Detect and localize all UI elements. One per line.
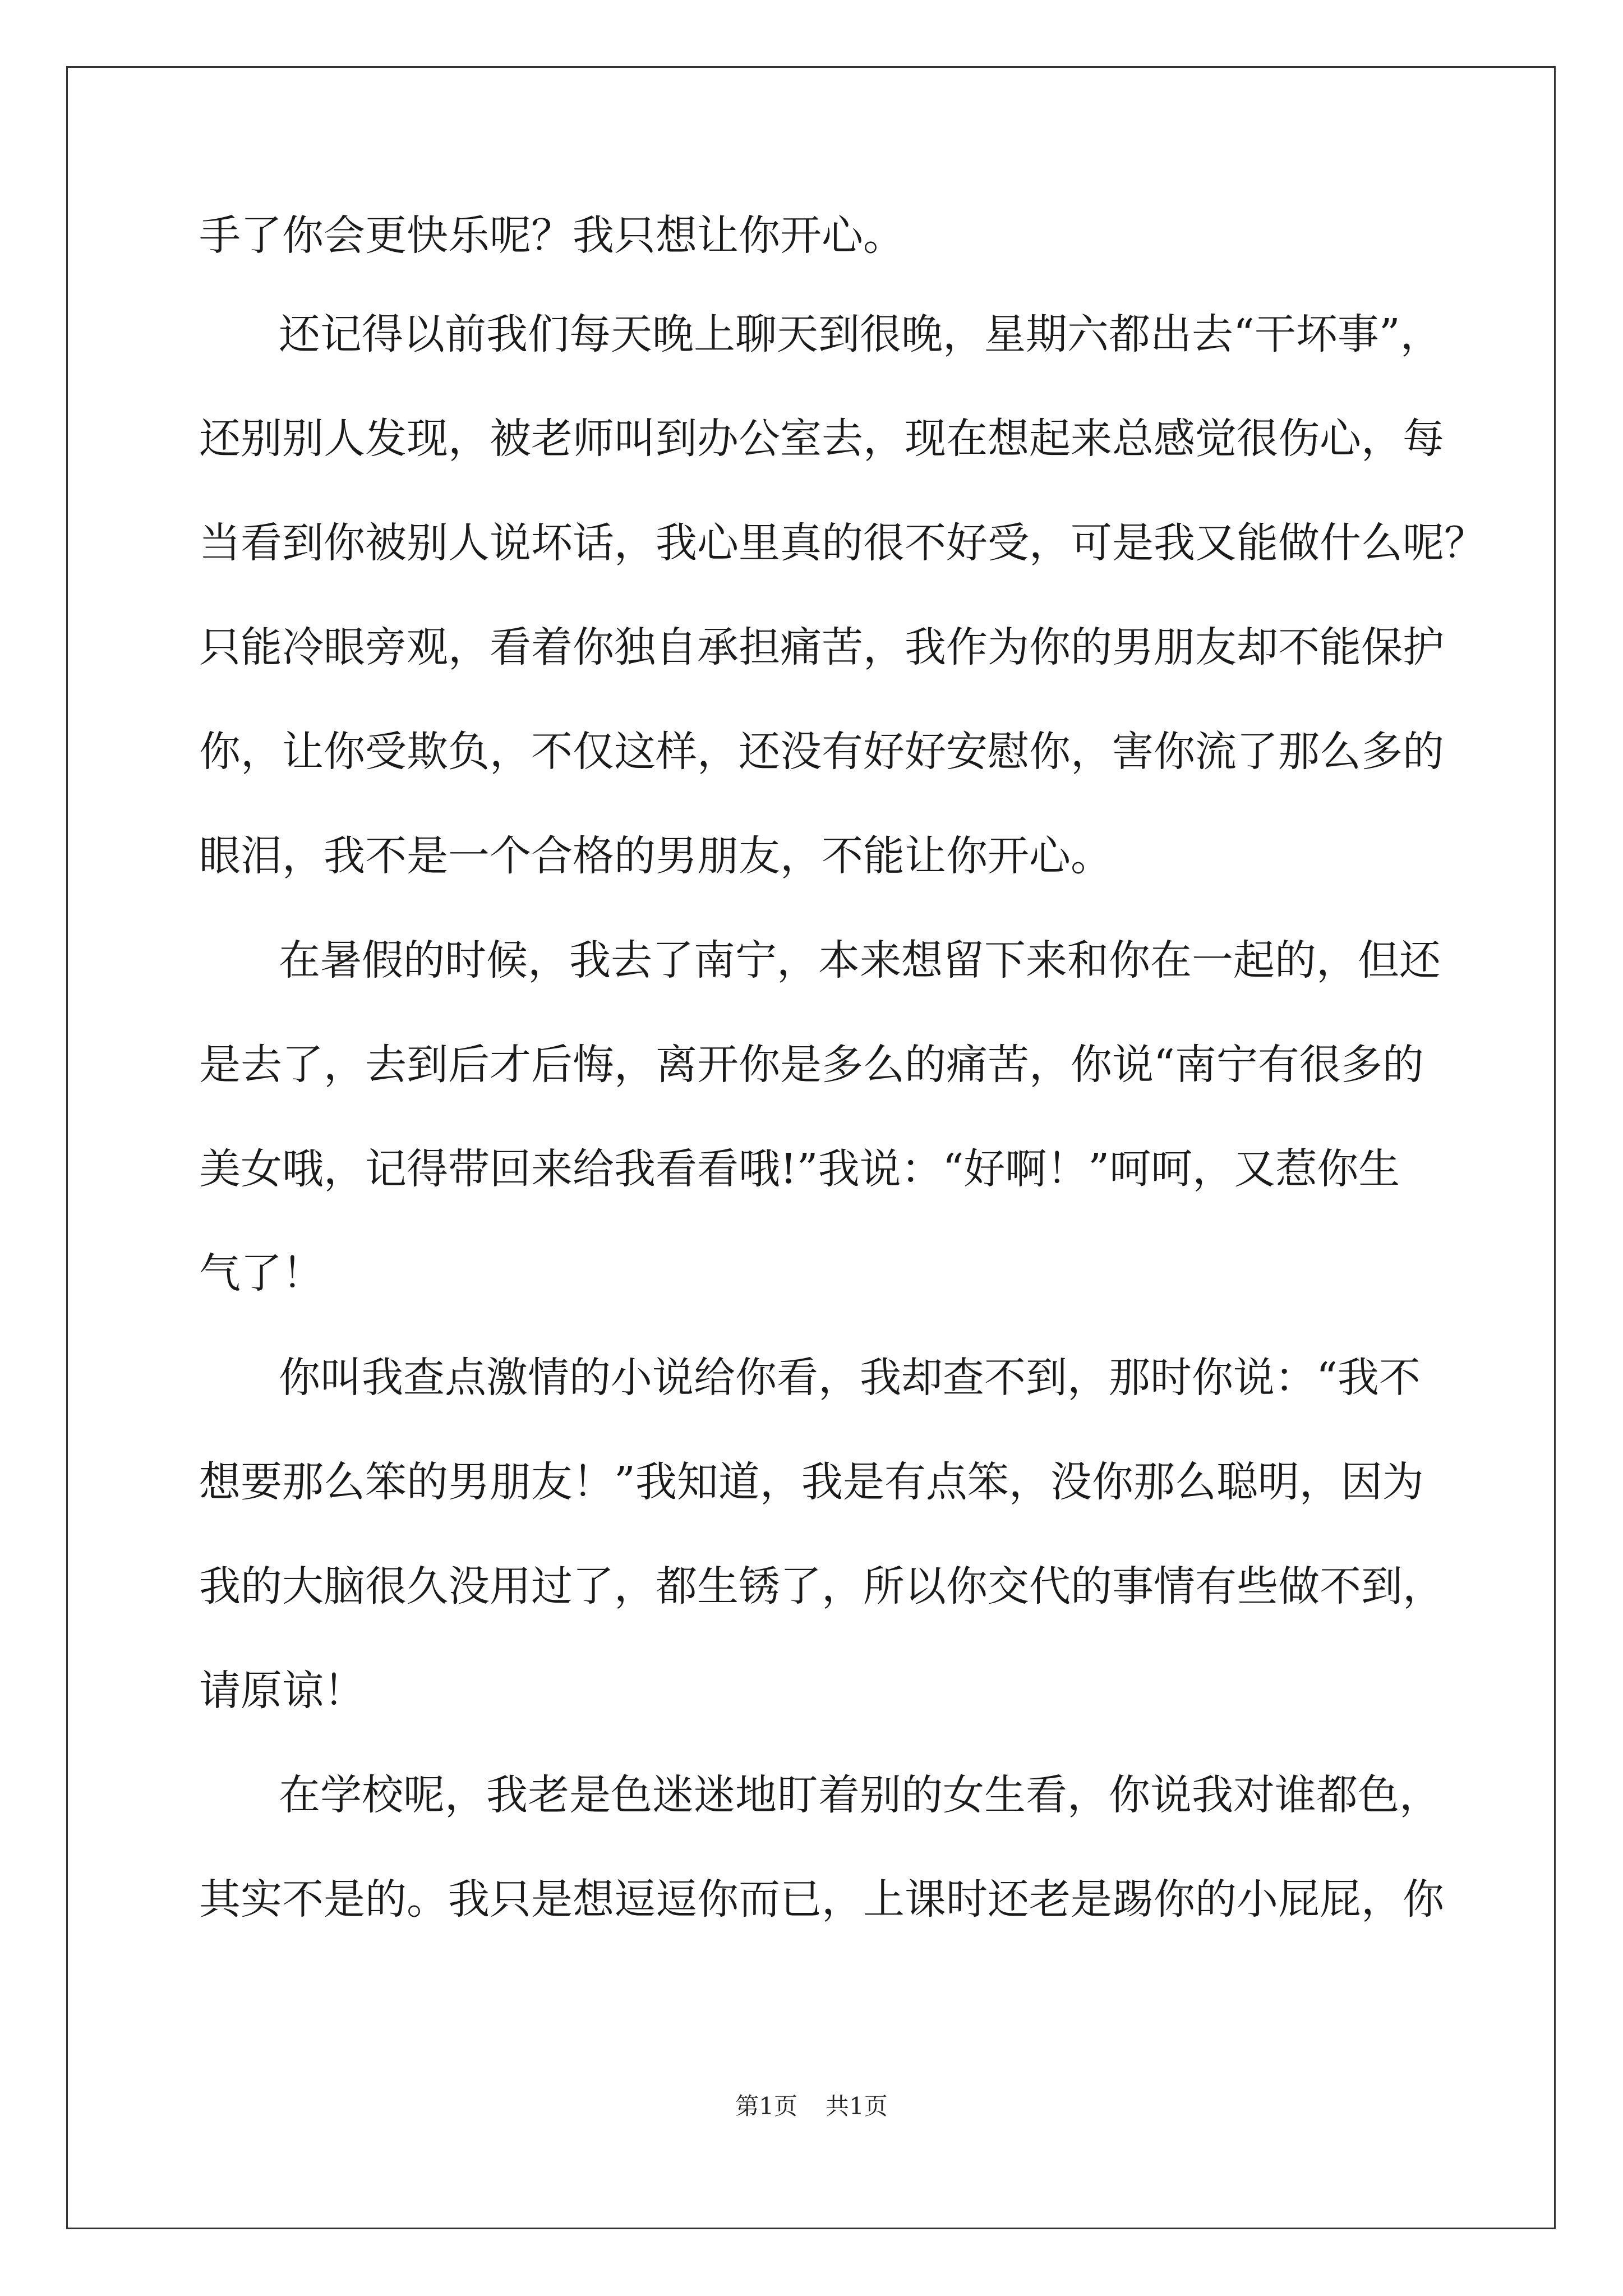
text-line: 美女哦，记得带回来给我看看哦!”我说：“好啊！”呵呵，又惹你生 (199, 1145, 1400, 1193)
text-line: 是去了，去到后才后悔，离开你是多么的痛苦，你说“南宁有很多的 (199, 1041, 1424, 1089)
text-line: 你，让你受欺负，不仅这样，还没有好好安慰你，害你流了那么多的 (199, 728, 1444, 776)
page-number: 第1页 (735, 2092, 797, 2120)
text-line: 你叫我查点激情的小说给你看，我却查不到，那时你说：“我不 (279, 1354, 1421, 1402)
text-line: 手了你会更快乐呢？我只想让你开心。 (199, 211, 905, 260)
text-line: 只能冷眼旁观，看着你独自承担痛苦，我作为你的男朋友却不能保护 (199, 623, 1444, 671)
text-line: 请原谅！ (199, 1667, 365, 1715)
text-line: 其实不是的。我只是想逗逗你而已，上课时还老是踢你的小屁屁，你 (199, 1875, 1444, 1924)
text-line: 气了！ (199, 1249, 324, 1297)
page-footer (0, 2087, 1623, 2126)
text-line: 我的大脑很久没用过了，都生锈了，所以你交代的事情有些做不到， (199, 1562, 1444, 1611)
text-line: 还别别人发现，被老师叫到办公室去，现在想起来总感觉很伤心，每 (199, 415, 1444, 463)
text-line: 眼泪，我不是一个合格的男朋友，不能让你开心。 (199, 832, 1112, 880)
text-line: 还记得以前我们每天晚上聊天到很晚，星期六都出去“干坏事”， (279, 310, 1442, 358)
page-total: 共1页 (826, 2092, 888, 2120)
text-line: 在学校呢，我老是色迷迷地盯着别的女生看，你说我对谁都色， (279, 1771, 1441, 1819)
text-line: 在暑假的时候，我去了南宁，本来想留下来和你在一起的，但还 (279, 936, 1441, 984)
text-line: 当看到你被别人说坏话，我心里真的很不好受，可是我又能做什么呢？ (199, 519, 1486, 567)
text-line: 想要那么笨的男朋友！”我知道，我是有点笨，没你那么聪明，因为 (199, 1458, 1424, 1506)
